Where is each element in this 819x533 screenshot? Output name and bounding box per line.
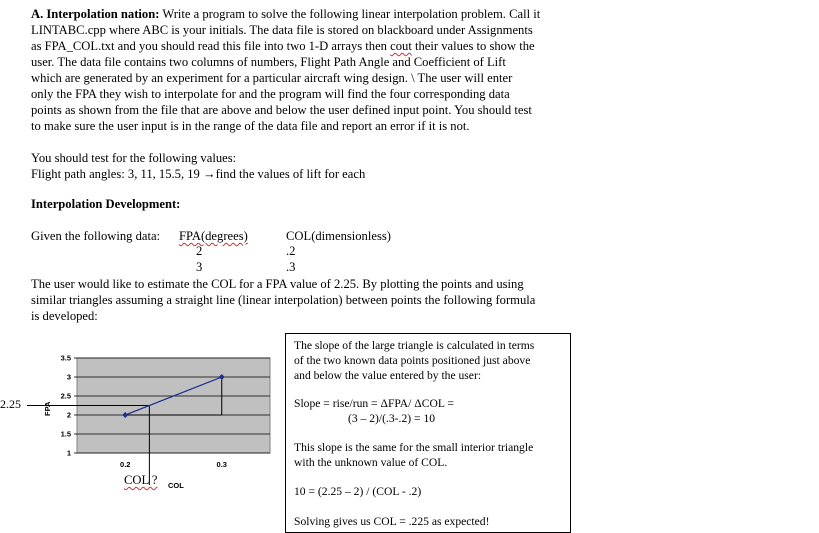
estimate-line: similar triangles assuming a straight line (linear interpolation) between points the following formula	[31, 293, 536, 307]
assignment-paragraph	[31, 6, 591, 134]
cout-keyword: cout	[390, 39, 412, 53]
x-tick-label: 0.3	[216, 460, 227, 469]
fpa-column-header: FPA(degrees)	[179, 229, 248, 243]
fpa-value: 2	[196, 244, 203, 258]
assignment-line: Write a program to solve the following linear interpolation problem. Call it	[162, 7, 541, 21]
assignment-line: which are generated by an experiment for a particular aircraft wing design. \ The user will enter	[31, 71, 513, 85]
explanation-line: of the two known data points positioned just above	[294, 354, 531, 367]
assignment-heading: A. Interpolation nation:	[31, 7, 160, 21]
fpa-value: 3	[196, 260, 203, 274]
explanation-box	[285, 333, 571, 533]
explanation-line: This slope is the same for the small interior triangle	[294, 441, 534, 454]
interpolation-chart	[0, 333, 290, 533]
y-tick-label: 2.5	[60, 391, 71, 401]
slope-formula: Slope = rise/run = ΔFPA/ ΔCOL =	[294, 397, 454, 410]
y-tick-label: 3	[66, 372, 71, 382]
test-intro: You should test for the following values:	[31, 151, 237, 165]
given-label: Given the following data:	[31, 229, 161, 243]
slope-calculation: (3 – 2)/(.3-.2) = 10	[348, 412, 436, 425]
test-values: Flight path angles: 3, 11, 15.5, 19 →find the values of lift for each	[31, 167, 366, 181]
y-tick-label: 1.5	[60, 429, 71, 439]
marker-value-label: 2.25	[0, 397, 21, 411]
interior-slope-equation: 10 = (2.25 – 2) / (COL - .2)	[294, 485, 422, 498]
assignment-line: LINTABC.cpp where ABC is your initials. The data file is stored on blackboard under Assignments	[31, 23, 533, 37]
assignment-line: points as shown from the file that are above and below the user defined input point. You should test	[31, 103, 532, 117]
y-tick-label: 3.5	[60, 353, 71, 363]
explanation-line: with the unknown value of COL.	[294, 456, 448, 469]
estimate-line: is developed:	[31, 309, 98, 323]
explanation-line: The slope of the large triangle is calculated in terms	[294, 339, 535, 352]
y-tick-label: 2	[66, 410, 71, 420]
x-tick-label: 0.2	[120, 460, 131, 469]
assignment-line: as FPA_COL.txt and you should read this file into two 1-D arrays then	[31, 39, 387, 53]
estimate-line: The user would like to estimate the COL for a FPA value of 2.25. By plotting the points and using	[31, 277, 524, 291]
solution-line: Solving gives us COL = .225 as expected!	[294, 515, 490, 528]
y-axis-title: FPA	[43, 401, 52, 416]
assignment-line: their values to show the	[414, 39, 535, 53]
explanation-line: and below the value entered by the user:	[294, 369, 482, 382]
assignment-line: to make sure the user input is in the range of the data file and report an error if it is not.	[31, 119, 470, 133]
col-column-header: COL(dimensionless)	[286, 229, 391, 243]
assignment-line: user. The data file contains two columns of numbers, Flight Path Angle and Coefficient of Lift	[31, 55, 506, 69]
assignment-line: only the FPA they wish to interpolate for and the program will find the four corresponding data	[31, 87, 510, 101]
x-axis-title: COL	[168, 481, 184, 490]
development-title: Interpolation Development:	[31, 197, 181, 211]
y-tick-label: 1	[66, 448, 71, 458]
unknown-col-label: COL ?	[124, 473, 158, 487]
col-value: .2	[286, 244, 296, 258]
estimate-paragraph	[31, 276, 601, 324]
col-value: .3	[286, 260, 296, 274]
